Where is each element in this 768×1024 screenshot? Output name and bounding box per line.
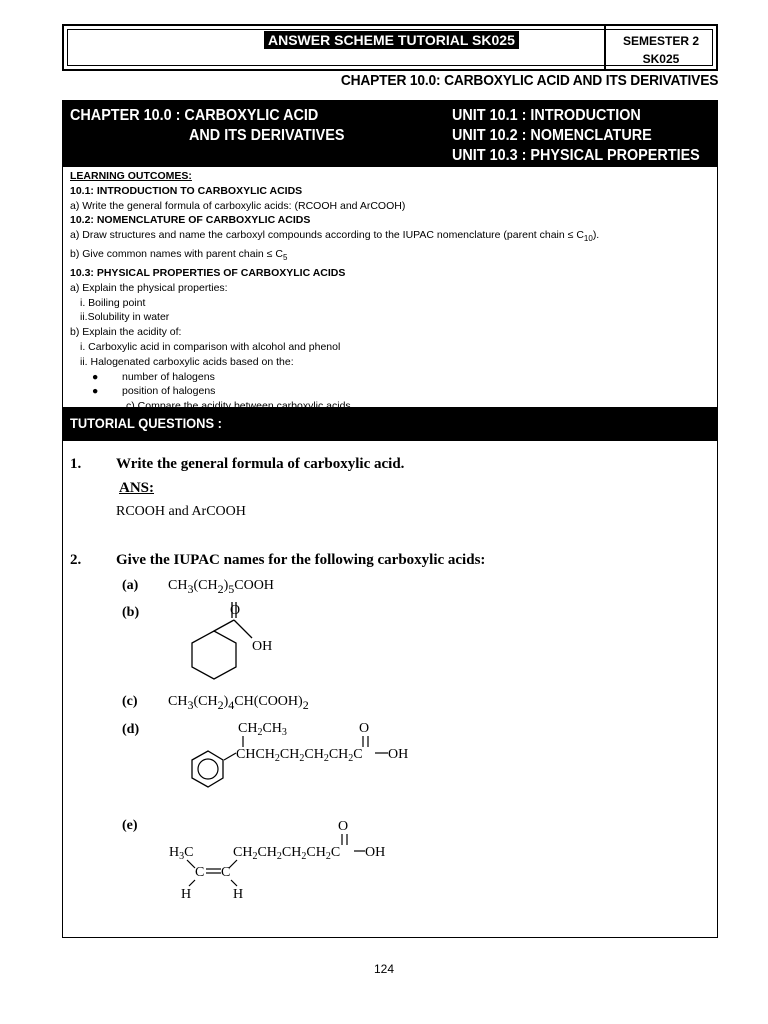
- chapter-band-line1: CHAPTER 10.0 : CARBOXYLIC ACID: [70, 107, 319, 124]
- q1-ans-label: ANS:: [119, 480, 155, 496]
- svg-text:CHCH2CH2CH2CH2C: $CHCH_2CH_2CH_2CH_2C$: [236, 747, 363, 764]
- lo-section-10-3: 10.3: PHYSICAL PROPERTIES OF CARBOXYLIC ACIDS: [70, 266, 346, 279]
- semester-line2: SK025: [642, 52, 680, 66]
- lo-section-10-1: 10.1: INTRODUCTION TO CARBOXYLIC ACIDS: [70, 184, 303, 197]
- page-number: 124: [373, 962, 395, 976]
- document-title: ANSWER SCHEME TUTORIAL SK025: [264, 31, 519, 49]
- svg-text:CH2CH3: $CH_2CH_3$: [238, 721, 287, 738]
- chapter-band: [63, 101, 717, 167]
- q2-e-label: (e): [122, 818, 138, 833]
- q2-d-structure: [170, 716, 430, 806]
- bullet-icon: ●: [92, 370, 99, 383]
- lo-10-1-a: a) Write the general formula of carboxylic acids: (RCOOH and ArCOOH): [70, 199, 406, 212]
- svg-text:CH2CH2CH2CH2C: $CH_2CH_2CH_2CH_2C$: [233, 845, 341, 862]
- lo-bullet-2: ● position of halogens: [92, 385, 216, 398]
- svg-text:O: O: [230, 603, 241, 618]
- unit-10-2: UNIT 10.2 : NOMENCLATURE: [452, 127, 652, 144]
- lo-10-3-b-i: i. Carboxylic acid in comparison with alcohol and phenol: [80, 340, 341, 353]
- lo-10-3-b: b) Explain the acidity of:: [70, 326, 182, 339]
- q2-text: Give the IUPAC names for the following carboxylic acids:: [116, 552, 486, 568]
- lo-10-3-a: a) Explain the physical properties:: [70, 281, 228, 294]
- svg-text:OH: OH: [388, 747, 409, 762]
- q1-answer: RCOOH and ArCOOH: [116, 504, 246, 519]
- lo-section-10-2: 10.2: NOMENCLATURE OF CARBOXYLIC ACIDS: [70, 214, 311, 227]
- tutorial-band: [63, 407, 717, 441]
- lo-bullet-1: ● number of halogens: [92, 370, 215, 383]
- lo-10-3-a-i: i. Boiling point: [80, 296, 146, 309]
- svg-text:OH: OH: [252, 639, 273, 654]
- q1-number: 1.: [70, 456, 82, 472]
- semester-line1: SEMESTER 2: [622, 34, 700, 48]
- svg-text:H: H: [181, 887, 192, 902]
- bullet-icon: ●: [92, 385, 99, 398]
- lo-10-2-b: b) Give common names with parent chain ≤ $C_5$: [70, 248, 288, 263]
- semester-label: [606, 32, 716, 68]
- svg-text:H3C: $H_3C$: [169, 845, 194, 862]
- q2-a-formula: $CH_3(CH_2)_5COOH$: [168, 578, 274, 596]
- q2-b-label: (b): [122, 605, 140, 620]
- lo-10-2-a: a) Draw structures and name the carboxyl compounds according to the IUPAC nomenclature (parent chain ≤ $C_{10}$).: [70, 229, 600, 244]
- q2-c-label: (c): [122, 694, 138, 709]
- svg-text:OH: OH: [365, 845, 386, 860]
- learning-outcomes: [70, 169, 710, 414]
- q2-number: 2.: [70, 552, 82, 568]
- lo-10-3-a-ii: ii.Solubility in water: [80, 311, 170, 324]
- svg-text:H: H: [233, 887, 244, 902]
- unit-10-1: UNIT 10.1 : INTRODUCTION: [452, 107, 641, 124]
- learning-outcomes-title: LEARNING OUTCOMES:: [70, 170, 192, 182]
- svg-text:C: C: [195, 865, 205, 880]
- q2-b-structure: [160, 600, 300, 692]
- q2-e-structure: [165, 814, 425, 904]
- svg-text:O: O: [359, 721, 370, 736]
- header-box: [62, 24, 718, 71]
- q2-c-formula: $CH_3(CH_2)_4CH(COOH)_2$: [168, 694, 309, 712]
- lo-10-3-b-ii: ii. Halogenated carboxylic acids based on the:: [80, 355, 294, 368]
- q1-text: Write the general formula of carboxylic acid.: [116, 456, 405, 472]
- q2-a-label: (a): [122, 578, 139, 593]
- chapter-band-line2: AND ITS DERIVATIVES: [189, 127, 345, 144]
- unit-10-3: UNIT 10.3 : PHYSICAL PROPERTIES: [452, 147, 700, 164]
- chapter-heading: CHAPTER 10.0: CARBOXYLIC ACID AND ITS DERIVATIVES: [340, 72, 718, 89]
- svg-text:C: C: [221, 865, 231, 880]
- q2-d-label: (d): [122, 722, 140, 737]
- svg-text:O: O: [338, 819, 349, 834]
- tutorial-title: TUTORIAL QUESTIONS :: [70, 415, 222, 431]
